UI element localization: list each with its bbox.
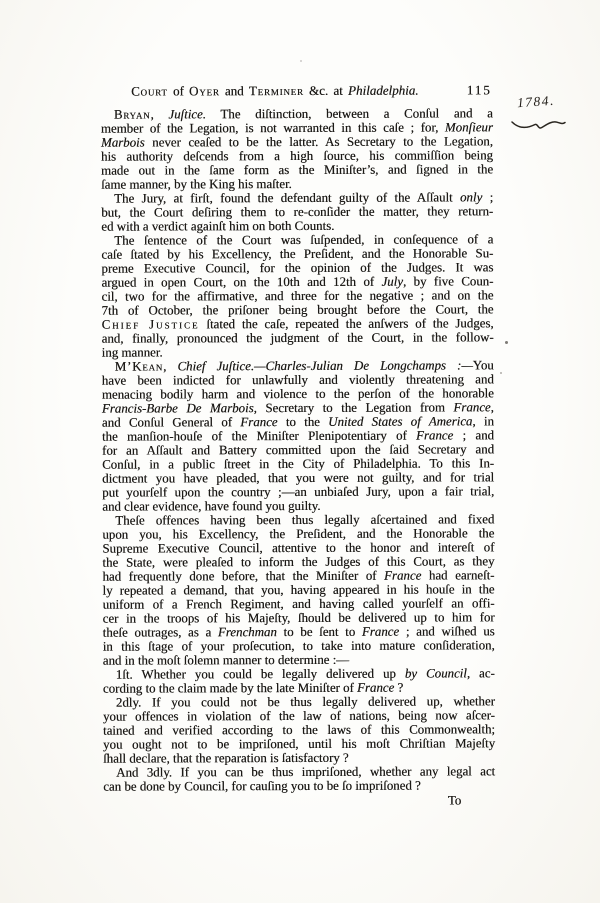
margin-year-note: 1784. bbox=[516, 92, 556, 111]
text-line bbox=[101, 134, 493, 149]
text-segment: by Council bbox=[404, 666, 467, 681]
text-line bbox=[102, 358, 494, 373]
text-segment: only bbox=[459, 190, 483, 205]
text-segment: ing manner. bbox=[101, 345, 163, 360]
text-line bbox=[102, 512, 494, 527]
text-line bbox=[103, 666, 495, 681]
text-line bbox=[102, 456, 494, 471]
text-segment: ſhall declare, that the reparation is ſatisfactory ? bbox=[103, 750, 349, 766]
text-line bbox=[102, 428, 494, 443]
text-segment: France bbox=[240, 415, 278, 430]
text-line bbox=[103, 722, 495, 737]
text-line bbox=[103, 596, 495, 611]
text-segment: made out in the ſame form as the Miniſter’s, and ſigned in the bbox=[101, 162, 494, 178]
text-segment: ly repeated a demand, that you, having appeared in his houſe in the bbox=[102, 582, 495, 598]
text-segment: cer in the troops of his Majeſty, ſhould be delivered up to him for bbox=[102, 610, 495, 626]
text-segment: tained and verified according to the laws of this Commonwealth; bbox=[102, 722, 496, 738]
text-segment: menacing bodily harm and violence to the perſon of the honorable bbox=[101, 386, 494, 402]
text-segment: ſtated the caſe, repeated the anſwers of the Judges, bbox=[199, 316, 494, 332]
text-line bbox=[103, 778, 495, 793]
text-line bbox=[103, 736, 495, 751]
text-segment: to be ſent to bbox=[276, 624, 362, 640]
text-segment: Marbois bbox=[100, 135, 145, 150]
text-segment: in this ſtage of your proſecution, to take into mature conſideration, bbox=[102, 638, 495, 654]
text-segment: dictment you have pleaded, that you were not guilty, and for trial bbox=[102, 470, 495, 486]
text-segment: Francis-Barbe De Marbois bbox=[101, 401, 254, 416]
text-segment: never ceaſed to be the latter. As Secretary to the Legation, bbox=[144, 134, 493, 150]
text-segment: had earneſt- bbox=[421, 568, 495, 583]
text-segment: your offences in violation of the law of nations, being now aſcer- bbox=[102, 708, 495, 724]
text-segment: and, finally, pronounced the judgment of the Court, in the follow- bbox=[101, 330, 494, 346]
text-line bbox=[102, 442, 494, 457]
text-segment: ? bbox=[394, 680, 404, 695]
text-segment: Court bbox=[131, 83, 168, 99]
text-line bbox=[101, 232, 493, 247]
text-line bbox=[101, 274, 493, 289]
catchword: To bbox=[447, 793, 462, 808]
text-line bbox=[102, 470, 494, 485]
text-line bbox=[102, 568, 494, 583]
text-segment: the State, were pleaſed to inform the Judges of this Court, as they bbox=[102, 554, 495, 570]
text-line bbox=[102, 302, 494, 317]
text-segment: Theſe offences having been thus legally aſcertained and fixed bbox=[115, 512, 495, 528]
text-line bbox=[102, 414, 494, 429]
text-line bbox=[102, 582, 494, 597]
text-segment: France bbox=[415, 428, 454, 443]
text-segment: and clear evidence, have found you guilty. bbox=[102, 498, 321, 514]
text-segment: , ac- bbox=[466, 666, 495, 681]
text-segment: upon you, his Excellency, the Preſident, and the Honorable the bbox=[102, 526, 495, 542]
text-line bbox=[103, 750, 495, 765]
text-segment: 2dly. If you could not be thus legally delivered up, whether bbox=[115, 694, 495, 710]
text-segment: member of the Legation, is not warranted in this caſe ; for, bbox=[100, 120, 445, 136]
text-segment: The diſtinction, between a Conſul and a bbox=[205, 106, 493, 122]
text-segment: , by five Coun- bbox=[402, 274, 494, 289]
ink-speck bbox=[505, 341, 508, 344]
text-segment: to the bbox=[277, 414, 329, 430]
text-segment: 7th of October, the priſoner being brought before the Court, the bbox=[101, 302, 494, 318]
text-segment: Chief Juſtice.—Charles-Julian De Longchamps :— bbox=[177, 358, 473, 374]
header-title bbox=[101, 83, 493, 98]
text-line bbox=[102, 554, 494, 569]
text-segment: and bbox=[219, 83, 249, 99]
text-line bbox=[102, 498, 494, 513]
text-segment: caſe ſtated by his Excellency, the Preſident, and the Honorable Su- bbox=[101, 246, 494, 262]
text-segment: Oyer bbox=[189, 83, 220, 99]
body-text bbox=[101, 106, 495, 793]
text-line bbox=[101, 260, 493, 275]
text-segment: Frenchman bbox=[217, 625, 277, 640]
ink-speck bbox=[500, 372, 502, 374]
text-segment: France bbox=[361, 624, 400, 639]
text-segment: Chief Justice bbox=[101, 317, 200, 332]
text-line bbox=[103, 610, 495, 625]
text-line bbox=[101, 120, 493, 135]
text-segment: And 3dly. If you can be thus impriſoned, whether any legal act bbox=[116, 764, 496, 780]
text-segment: have been indicted for unlawfully and violently threatening and bbox=[101, 372, 494, 388]
text-segment: of bbox=[167, 83, 190, 99]
text-segment: You bbox=[472, 358, 494, 373]
text-segment: United States of America bbox=[328, 414, 473, 429]
text-segment: cording to the claim made by the late Miniſter of bbox=[102, 680, 358, 696]
margin-swash bbox=[510, 115, 568, 135]
text-line bbox=[101, 218, 493, 233]
ink-speck bbox=[300, 60, 302, 62]
text-segment: 1ſt. Whether you could be legally delivered up bbox=[115, 666, 405, 682]
text-segment: Bryan bbox=[113, 107, 151, 122]
text-segment: and Conſul General of bbox=[101, 415, 241, 430]
text-line bbox=[103, 652, 495, 667]
text-segment: , bbox=[163, 359, 178, 374]
text-segment: Conſul, in a public ſtreet in the City of Philadelphia. To this In- bbox=[102, 456, 495, 472]
text-segment: ; bbox=[482, 190, 494, 205]
text-segment: July bbox=[381, 274, 403, 289]
text-segment: , bbox=[150, 107, 169, 122]
text-line bbox=[103, 638, 495, 653]
text-segment: , in bbox=[472, 414, 494, 429]
text-line bbox=[102, 344, 494, 359]
text-line bbox=[101, 148, 493, 163]
text-segment: put yourſelf upon the country ;—an unbiaſed Jury, upon a fair trial, bbox=[102, 484, 495, 500]
text-line bbox=[101, 246, 493, 261]
text-line bbox=[101, 176, 493, 191]
text-segment: you ought not to be impriſoned, until his moſt Chriſtian Majeſty bbox=[103, 736, 496, 752]
text-line bbox=[102, 316, 494, 331]
text-column bbox=[101, 83, 496, 808]
text-segment: the manſion-houſe of the Miniſter Plenipotentiary of bbox=[101, 428, 417, 444]
text-line bbox=[103, 764, 495, 779]
text-segment: &c. at bbox=[303, 82, 349, 98]
text-segment: France bbox=[453, 400, 491, 415]
text-segment: but, the Court deſiring them to re-conſider the matter, they return- bbox=[101, 204, 494, 220]
text-segment: argued in open Court, on the 10th and 12th of bbox=[101, 274, 382, 290]
text-line bbox=[102, 372, 494, 387]
text-segment: ; and wiſhed us bbox=[399, 624, 495, 639]
text-segment: France bbox=[356, 680, 395, 695]
text-segment: France bbox=[384, 568, 422, 583]
text-segment: ſame manner, by the King his maſter. bbox=[101, 177, 292, 192]
text-line bbox=[101, 106, 493, 121]
text-line bbox=[103, 694, 495, 709]
text-line bbox=[103, 680, 495, 695]
text-line bbox=[103, 708, 495, 723]
text-line bbox=[102, 526, 494, 541]
text-segment: uniform of a French Regiment, and having called yourſelf an offi- bbox=[102, 596, 495, 612]
text-segment: M’Kean bbox=[114, 359, 164, 374]
text-line bbox=[102, 400, 494, 415]
text-segment: , Secretary to the Legation from bbox=[253, 400, 454, 416]
text-segment: Supreme Executive Council, attentive to the honor and intereſt of bbox=[102, 540, 495, 556]
text-segment: preme Executive Council, for the opinion of the Judges. It was bbox=[101, 260, 494, 276]
text-segment: Terminer bbox=[248, 82, 304, 99]
text-segment: Monſieur bbox=[444, 120, 493, 135]
text-line bbox=[102, 484, 494, 499]
text-segment: ; and bbox=[453, 428, 495, 443]
page-number: 115 bbox=[466, 82, 492, 98]
text-line bbox=[102, 540, 494, 555]
text-segment: The Jury, at firſt, found the defendant guilty of the Aſſault bbox=[114, 190, 461, 206]
text-segment: had frequently done before, that the Miniſter of bbox=[102, 568, 385, 584]
text-segment: can be done by Council, for cauſing you to be ſo impriſoned ? bbox=[103, 778, 421, 794]
text-segment: Philadelphia. bbox=[347, 82, 419, 98]
running-header bbox=[101, 83, 493, 98]
text-segment: for an Aſſault and Battery committed upon the ſaid Secretary and bbox=[101, 442, 495, 458]
text-segment: his authority deſcends from a high ſource, his commiſſion being bbox=[100, 148, 494, 164]
text-segment: , bbox=[490, 400, 494, 415]
text-line bbox=[101, 288, 493, 303]
text-segment: The ſentence of the Court was ſuſpended, in conſequence of a bbox=[114, 232, 494, 248]
text-segment: ed with a verdict againſt him on both Counts. bbox=[101, 218, 335, 234]
text-line bbox=[102, 330, 494, 345]
text-line bbox=[103, 624, 495, 639]
text-line bbox=[101, 162, 493, 177]
text-line bbox=[101, 190, 493, 205]
text-segment: theſe outrages, as a bbox=[102, 625, 218, 640]
text-segment: Juſtice. bbox=[168, 107, 206, 122]
text-line bbox=[102, 386, 494, 401]
text-segment: cil, two for the affirmative, and three for the negative ; and on the bbox=[101, 288, 494, 304]
text-line bbox=[101, 204, 493, 219]
text-segment: and in the moſt ſolemn manner to determine :— bbox=[102, 652, 350, 668]
